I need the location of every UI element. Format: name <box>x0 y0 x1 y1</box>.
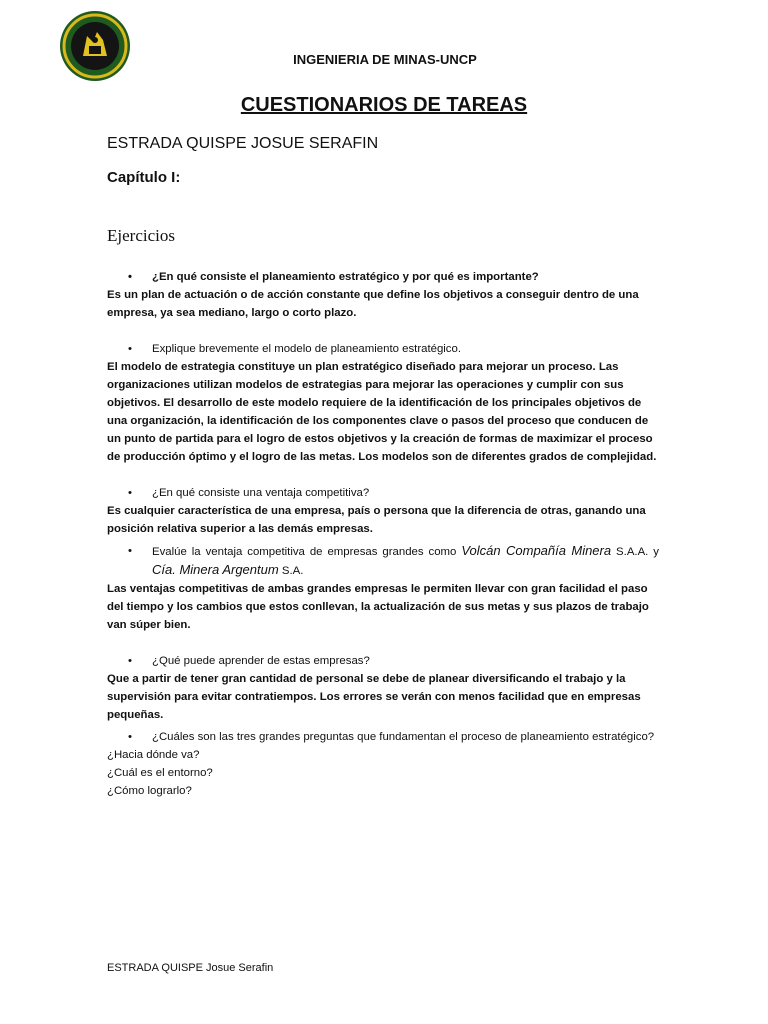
chapter-heading: Capítulo I: <box>107 169 181 186</box>
question-4 <box>107 542 659 580</box>
company-name-argentum: Cía. Minera Argentum <box>152 562 279 577</box>
answer-2: El modelo de estrategia constituye un plan estratégico diseñado para mejorar un proceso. Las organizaciones utilizan modelos de estrategias para mejorar las operaciones y cumplir con sus objetivos. El desarrollo de este modelo requiere de la identificación de los principales objetivos de una organización, la identificación de los componentes clave o pasos del proceso que conducen de un punto de partida para el logro de estos objetivos y la creación de formas de maximizar el proceso de producción óptimo y el logro de las metas. Los modelos son de diferentes grados de complejidad. <box>107 361 657 463</box>
questions-list <box>107 268 659 800</box>
institution-header: INGENIERIA DE MINAS-UNCP <box>293 52 477 67</box>
bullet-icon: • <box>128 731 132 743</box>
question-text: ¿Cuáles son las tres grandes preguntas que fundamentan el proceso de planeamiento estratégico? <box>152 731 655 743</box>
question-text-suffix: S.A. <box>278 565 304 577</box>
author-name: ESTRADA QUISPE JOSUE SERAFIN <box>107 135 379 152</box>
question-text: ¿En qué consiste el planeamiento estratégico y por qué es importante? <box>152 271 539 283</box>
question-text-mid: S.A.A. y <box>611 546 659 558</box>
bullet-icon: • <box>128 655 132 667</box>
bullet-icon: • <box>128 545 132 557</box>
bullet-icon: • <box>128 487 132 499</box>
question-3 <box>107 484 659 502</box>
answer-6-line-2: ¿Cuál es el entorno? <box>107 767 213 779</box>
document-title: CUESTIONARIOS DE TAREAS <box>240 94 528 116</box>
answer-1: Es un plan de actuación o de acción constante que define los objetivos a conseguir dentro de una empresa, ya sea mediano, largo o corto plazo. <box>107 289 639 319</box>
answer-3: Es cualquier característica de una empresa, país o persona que la diferencia de otras, ganando una posición relativa superior a las demás empresas. <box>107 505 646 535</box>
question-text: ¿Qué puede aprender de estas empresas? <box>152 655 370 667</box>
question-6 <box>107 728 659 746</box>
question-5 <box>107 652 659 670</box>
section-heading: Ejercicios <box>107 226 175 245</box>
answer-6-line-1: ¿Hacia dónde va? <box>107 749 200 761</box>
question-1 <box>107 268 659 286</box>
question-2 <box>107 340 659 358</box>
question-text: Explique brevemente el modelo de planeamiento estratégico. <box>152 343 462 355</box>
answer-5: Que a partir de tener gran cantidad de personal se debe de planear diversificando el trabajo y la supervisión para evitar contratiempos. Los errores se verán con menos facilidad que en empresas pequeñas. <box>107 673 641 721</box>
bullet-icon: • <box>128 343 132 355</box>
answer-6-line-3: ¿Cómo lograrlo? <box>107 785 192 797</box>
page-footer: ESTRADA QUISPE Josue Serafin <box>107 962 274 974</box>
university-seal-icon <box>59 10 131 82</box>
answer-4: Las ventajas competitivas de ambas grandes empresas le permiten llevar con gran facilidad el paso del tiempo y los cambios que estos conllevan, la actualización de sus metas y sus plazos de trabajo van súper bien. <box>107 583 649 631</box>
question-text-prefix: Evalúe la ventaja competitiva de empresas grandes como <box>152 546 462 558</box>
company-name-volcan: Volcán Compañía Minera <box>461 543 612 558</box>
bullet-icon: • <box>128 271 132 283</box>
question-text: ¿En qué consiste una ventaja competitiva? <box>152 487 370 499</box>
